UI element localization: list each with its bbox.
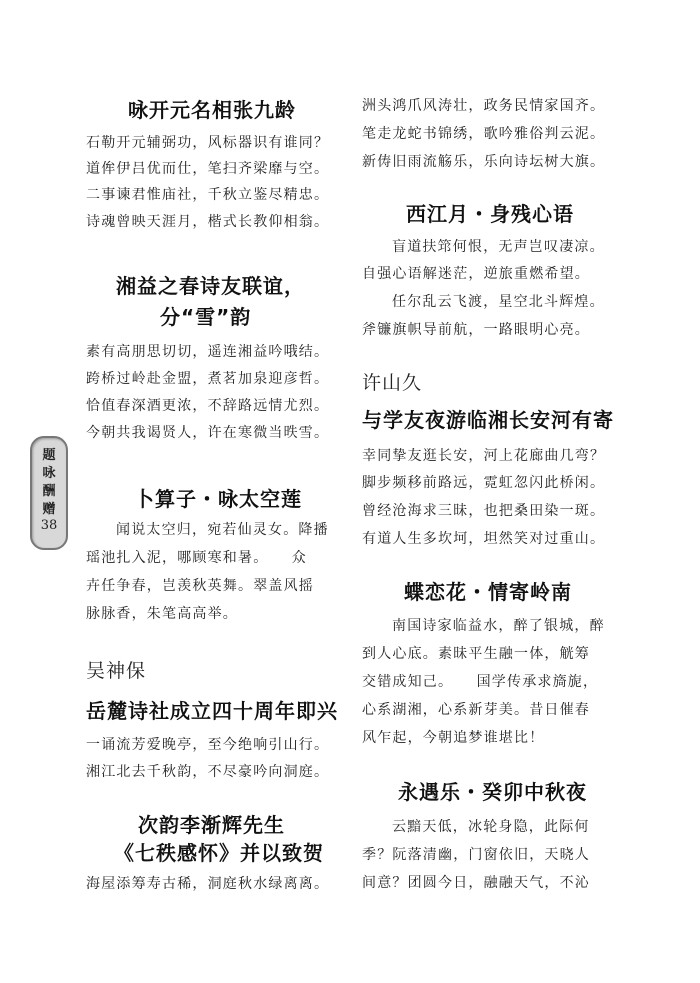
poem-title: 蝶恋花・情寄岭南 [404, 580, 572, 604]
poem-line: 脉脉香，朱笔高高举。 [86, 606, 238, 622]
poem-line: 石勒开元辅弼功，风标器识有谁同？ [86, 135, 330, 151]
poem-line: 心系湖湘，心系新芽美。昔日催春 [362, 702, 590, 718]
poem-line: 湘江北去千秋韵，不尽豪吟向洞庭。 [86, 764, 330, 780]
poem-line: 盲道扶筇何恨，无声岂叹凄凉。 [392, 239, 605, 255]
poem-title: 永遇乐・癸卯中秋夜 [398, 780, 587, 804]
poem-line: 洲头鸿爪风涛壮，政务民情家国齐。 [362, 98, 606, 114]
author-name: 许山久 [362, 372, 423, 394]
tab-char: 酬 [42, 484, 56, 499]
poem-title: 西江月・身残心语 [406, 202, 574, 226]
poem-line: 南国诗家临益水，醉了银城，醉 [392, 618, 605, 634]
tab-char: 赠 [42, 502, 56, 517]
poem-line: 幸同挚友逛长安，河上花廊曲几弯？ [362, 448, 606, 464]
poem-line: 跨桥过岭赴金盟，煮茗加泉迎彦哲。 [86, 371, 330, 387]
poem-line: 道侔伊吕优而仕，笔扫齐梁靡与空。 [86, 161, 330, 177]
poem-line: 素有高朋思切切，遥连湘益吟哦结。 [86, 344, 330, 360]
poem-line: 一诵流芳爱晚亭，至今绝响引山行。 [86, 737, 330, 753]
poem-title: 岳麓诗社成立四十周年即兴 [86, 699, 338, 723]
poem-line: 脚步频移前路远，霓虹忽闪此桥闲。 [362, 475, 606, 491]
poem-line: 今朝共我谒贤人，许在寒微当昳雪。 [86, 425, 330, 441]
tab-char: 咏 [42, 466, 56, 481]
poem-line: 自强心语解迷茫，逆旅重燃希望。 [362, 266, 590, 282]
poem-line: 有道人生多坎坷，坦然笑对过重山。 [362, 531, 606, 547]
poem-line: 笔走龙蛇书锦绣，歌吟雅俗判云泥。 [362, 126, 606, 142]
poem-title: 分“雪”韵 [160, 305, 252, 329]
author-name: 吴神保 [86, 660, 147, 682]
poem-title: 《七秩感怀》并以致贺 [114, 841, 324, 865]
section-tab [30, 436, 68, 550]
poem-line: 海屋添筹寿古稀，洞庭秋水绿离离。 [86, 876, 330, 892]
poem-line: 季？阮落清幽，门窗依旧，天晓人 [362, 847, 590, 863]
poem-title: 咏开元名相张九龄 [128, 98, 296, 122]
poem-line: 任尔乱云飞渡，星空北斗辉煌。 [392, 294, 605, 310]
poem-title: 卜算子・咏太空莲 [134, 487, 302, 511]
poem-line: 斧镰旗帜导前航，一路眼明心亮。 [362, 322, 590, 338]
poem-title: 与学友夜游临湘长安河有寄 [362, 408, 614, 432]
poem-line: 二事谏君惟庙社，千秋立鉴尽精忠。 [86, 187, 330, 203]
page-number: 38 [40, 518, 58, 533]
poem-line: 交错成知己。 国学传承求旖旎， [362, 674, 599, 690]
poem-line: 瑶池扎入泥，哪顾寒和暑。 众 [86, 550, 307, 566]
poem-line: 卉任争春，岂羡秋英舞。翠盖风摇 [86, 578, 314, 594]
poem-title: 湘益之春诗友联谊， [116, 274, 305, 298]
poem-line: 诗魂曾映天涯月，楷式长教仰相翁。 [86, 214, 330, 230]
poem-line: 闻说太空归，宛若仙灵女。降播 [116, 522, 329, 538]
poem-line: 间意？团圆今日，融融天气，不沁 [362, 875, 590, 891]
poem-title: 次韵李渐辉先生 [138, 813, 285, 837]
poem-line: 恰值春深酒更浓，不辞路远情尤烈。 [86, 398, 330, 414]
poem-line: 到人心底。素昧平生融一体，觥筹 [362, 646, 590, 662]
poem-line: 新俦旧雨流觞乐，乐向诗坛树大旗。 [362, 154, 606, 170]
tab-char: 题 [42, 448, 56, 463]
poem-line: 风乍起，今朝追梦谁堪比！ [362, 730, 545, 746]
poem-line: 云黯天低，冰轮身隐，此际何 [392, 819, 590, 835]
poem-line: 曾经沧海求三昧，也把桑田染一斑。 [362, 503, 606, 519]
